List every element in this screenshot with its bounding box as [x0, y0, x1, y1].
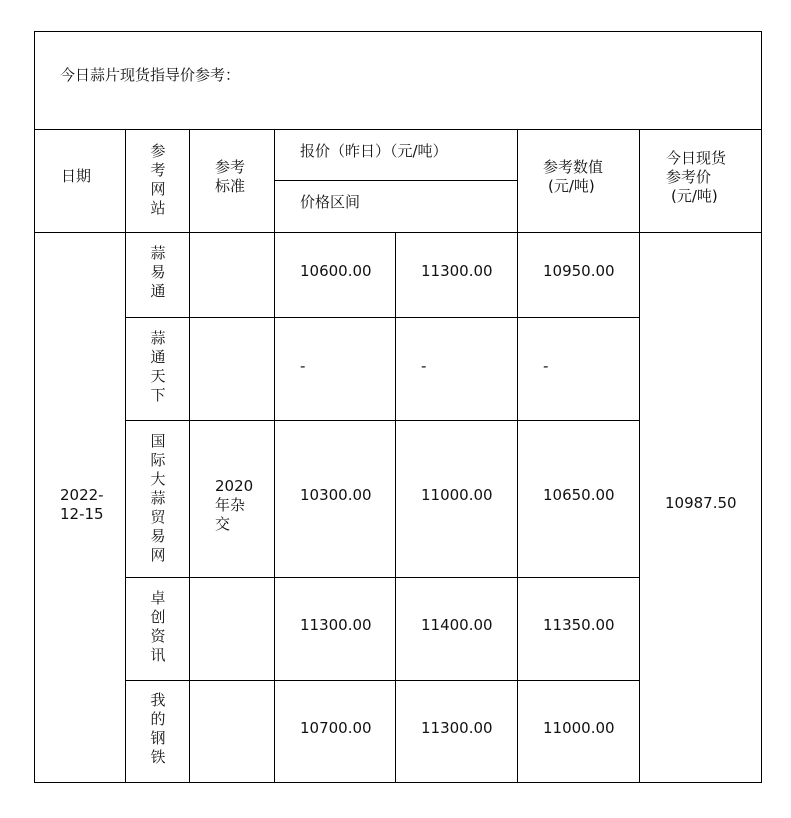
ref-value: -	[543, 357, 549, 375]
standard-line2: 年杂	[215, 496, 246, 514]
page-title: 今日蒜片现货指导价参考：	[60, 66, 241, 84]
price-low: 10600.00	[300, 262, 372, 280]
header-ref-unit: (元/吨)	[548, 177, 595, 195]
date-line1: 2022-	[60, 486, 104, 504]
spot-price: 10987.50	[665, 494, 737, 512]
header-range: 价格区间	[300, 193, 361, 211]
ref-value: 10950.00	[543, 262, 615, 280]
header-standard-line1: 参考	[215, 158, 246, 176]
price-high: 11300.00	[421, 719, 493, 737]
price-low: 11300.00	[300, 616, 372, 634]
site-name: 国 际 大 蒜 贸 易 网	[150, 432, 166, 564]
site-name: 我 的 钢 铁	[150, 691, 166, 766]
standard-line3: 交	[215, 515, 231, 533]
ref-value: 10650.00	[543, 486, 615, 504]
price-high: -	[421, 357, 427, 375]
site-name: 蒜 易 通	[150, 244, 166, 300]
ref-value: 11000.00	[543, 719, 615, 737]
header-date: 日期	[61, 167, 92, 185]
price-high: 11000.00	[421, 486, 493, 504]
header-standard-line2: 标准	[215, 177, 246, 195]
site-name: 蒜 通 天 下	[150, 329, 166, 404]
price-high: 11400.00	[421, 616, 493, 634]
header-quote: 报价（昨日）（元/吨）	[300, 142, 448, 160]
header-spot-unit: (元/吨)	[671, 187, 718, 205]
price-low: -	[300, 357, 306, 375]
price-high: 11300.00	[421, 262, 493, 280]
header-ref-value: 参考数值	[543, 158, 604, 176]
header-spot-line2: 参考价	[666, 168, 712, 186]
header-site: 参 考 网 站	[150, 142, 166, 217]
ref-value: 11350.00	[543, 616, 615, 634]
standard-line1: 2020	[215, 477, 254, 495]
price-low: 10300.00	[300, 486, 372, 504]
price-low: 10700.00	[300, 719, 372, 737]
site-name: 卓 创 资 讯	[150, 589, 166, 664]
header-spot: 今日现货	[666, 149, 727, 167]
date-line2: 12-15	[60, 505, 104, 523]
